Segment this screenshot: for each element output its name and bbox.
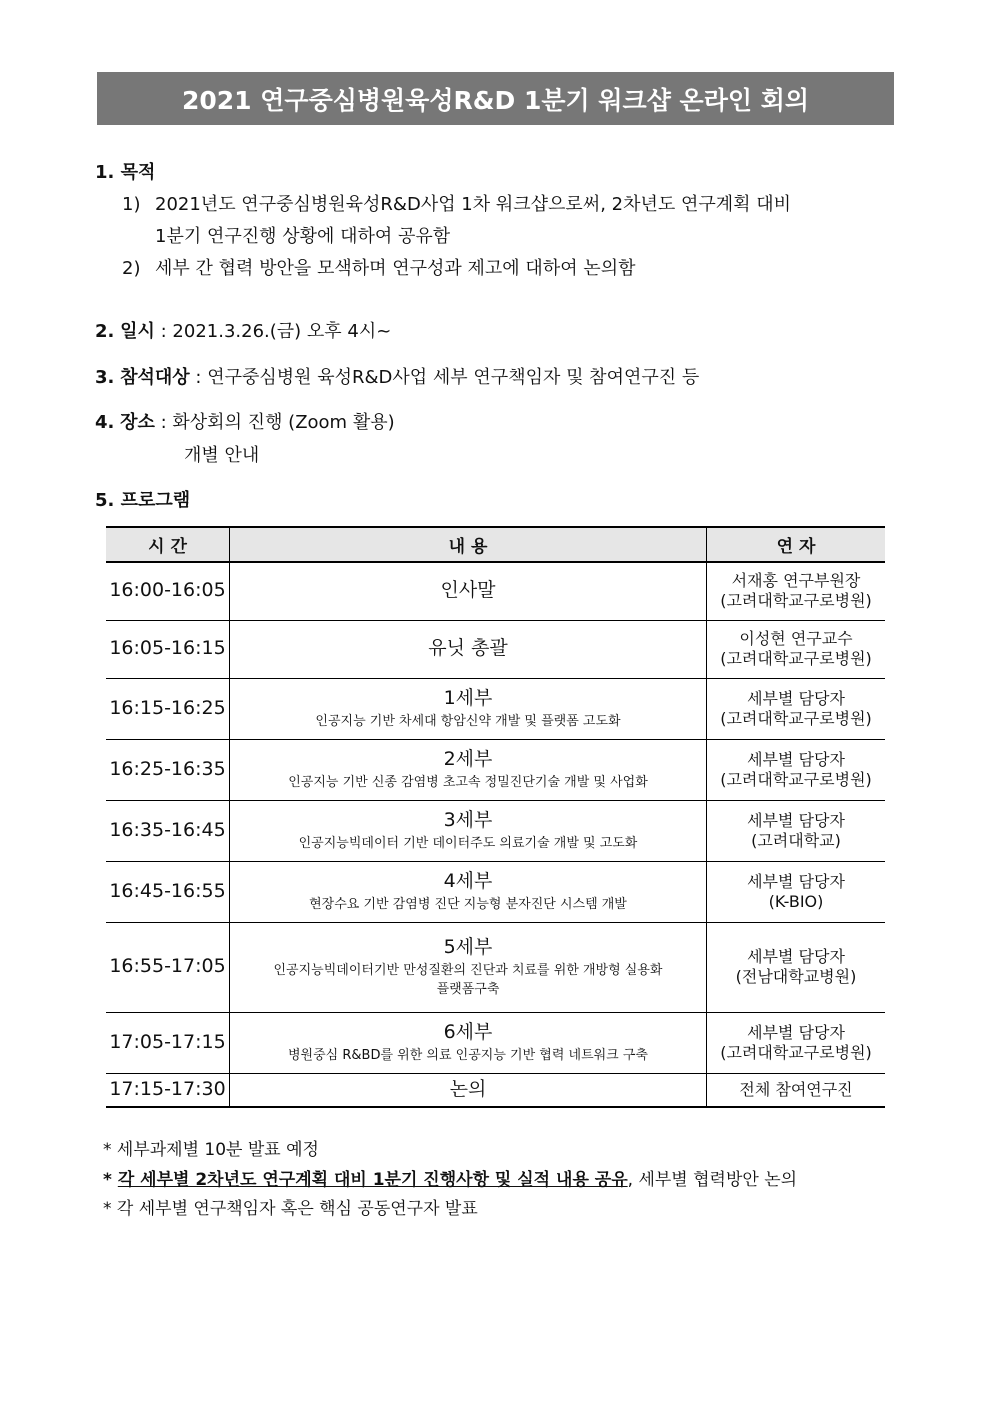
- row-description: 인공지능 기반 신종 감염병 초고속 정밀진단기술 개발 및 사업화: [288, 774, 648, 790]
- speaker-affiliation: (전남대학교병원): [735, 967, 857, 986]
- page-title: [97, 72, 894, 125]
- speaker-name: 세부별 담당자: [747, 871, 845, 891]
- row-content: [230, 678, 707, 739]
- note-2-emphasis: 각 세부별 2차년도 연구계획 대비 1분기 진행사항 및 실적 내용 공유: [117, 1170, 628, 1190]
- table-row: [106, 678, 885, 739]
- purpose-item-1-line-2: 1분기 연구진행 상황에 대하여 공유함: [155, 226, 451, 247]
- attendees-number: 3.: [95, 367, 115, 388]
- row-time: 16:45-16:55: [106, 861, 230, 922]
- row-speaker: [707, 800, 886, 861]
- speaker-affiliation: (고려대학교): [751, 830, 841, 850]
- purpose-item-1-line-1: 2021년도 연구중심병원육성R&D사업 1차 워크샵으로써, 2차년도 연구계획 대비: [155, 194, 792, 215]
- row-title: 6세부: [443, 1021, 493, 1043]
- speaker-name: 세부별 담당자: [747, 947, 845, 966]
- note-2: [103, 1168, 797, 1192]
- speaker-name: 세부별 담당자: [747, 1022, 845, 1042]
- row-speaker: [707, 1012, 886, 1073]
- speaker-name: 세부별 담당자: [747, 749, 845, 769]
- row-speaker: [707, 1073, 886, 1107]
- table-row: [106, 1012, 885, 1073]
- speaker-affiliation: (고려대학교구로병원): [720, 1042, 872, 1062]
- row-time: 16:25-16:35: [106, 739, 230, 800]
- place-label: 장소: [120, 412, 155, 433]
- datetime-value: : 2021.3.26.(금) 오후 4시~: [160, 321, 392, 342]
- row-content: [230, 1073, 707, 1107]
- row-time: 16:35-16:45: [106, 800, 230, 861]
- table-row: [106, 739, 885, 800]
- speaker-affiliation: (고려대학교구로병원): [720, 591, 872, 611]
- speaker-affiliation: (고려대학교구로병원): [720, 769, 872, 789]
- row-content: [230, 800, 707, 861]
- table-row: [106, 922, 885, 1012]
- note-1: * 세부과제별 10분 발표 예정: [103, 1140, 319, 1160]
- row-speaker: [707, 678, 886, 739]
- row-title: 1세부: [443, 687, 493, 709]
- row-description: 인공지능 기반 차세대 항암신약 개발 및 플랫폼 고도화: [315, 713, 621, 729]
- program-heading: 5. 프로그램: [95, 490, 191, 511]
- note-3: * 각 세부별 연구책임자 혹은 핵심 공동연구자 발표: [103, 1199, 478, 1219]
- row-content: [230, 922, 707, 1012]
- speaker-name: 서재홍 연구부원장: [731, 571, 861, 591]
- row-description: 인공지능빅데이터 기반 데이터주도 의료기술 개발 및 고도화: [298, 835, 638, 851]
- row-title: 유닛 총괄: [428, 637, 508, 660]
- table-header-row: [106, 527, 885, 562]
- row-title: 인사말: [440, 579, 496, 602]
- row-title: 2세부: [443, 748, 493, 770]
- page-title-text: 2021 연구중심병원육성R&D 1분기 워크샵 온라인 회의: [182, 85, 809, 115]
- row-time: 16:55-17:05: [106, 922, 230, 1012]
- place-value: : 화상회의 진행 (Zoom 활용): [160, 412, 395, 433]
- speaker-name: 세부별 담당자: [747, 688, 845, 708]
- table-row: [106, 861, 885, 922]
- table-row: [106, 562, 885, 620]
- place-line: [95, 411, 395, 435]
- attendees-value: : 연구중심병원 육성R&D사업 세부 연구책임자 및 참여연구진 등: [195, 367, 700, 388]
- speaker-name: 이성현 연구교수: [739, 629, 853, 648]
- row-title: 3세부: [443, 809, 493, 831]
- row-time: 17:05-17:15: [106, 1012, 230, 1073]
- row-speaker: [707, 562, 886, 620]
- row-time: 17:15-17:30: [106, 1073, 230, 1107]
- table-row: [106, 1073, 885, 1107]
- table-row: [106, 620, 885, 678]
- purpose-item-1-number: 1): [122, 194, 141, 215]
- datetime-number: 2.: [95, 321, 115, 342]
- speaker-affiliation: (K-BIO): [768, 891, 824, 911]
- row-description: 인공지능빅데이터기반 만성질환의 진단과 치료를 위한 개방형 실용화: [273, 962, 663, 978]
- row-title: 5세부: [443, 935, 493, 958]
- note-2-prefix: *: [103, 1170, 118, 1190]
- row-title: 4세부: [443, 870, 493, 892]
- row-description: 병원중심 R&BD를 위한 의료 인공지능 기반 협력 네트워크 구축: [288, 1047, 648, 1063]
- place-value-2: 개별 안내: [184, 445, 260, 466]
- header-content: 내 용: [230, 527, 707, 562]
- attendees-label: 참석대상: [120, 367, 190, 388]
- row-time: 16:15-16:25: [106, 678, 230, 739]
- row-speaker: [707, 739, 886, 800]
- row-title: 논의: [449, 1077, 487, 1100]
- speaker-affiliation: (고려대학교구로병원): [720, 708, 872, 728]
- datetime-line: [95, 320, 391, 344]
- speaker-name: 전체 참여연구진: [739, 1079, 853, 1099]
- row-content: [230, 861, 707, 922]
- attendees-line: [95, 366, 699, 390]
- row-content: [230, 562, 707, 620]
- row-speaker: [707, 861, 886, 922]
- purpose-item-2-line-1: 세부 간 협력 방안을 모색하며 연구성과 제고에 대하여 논의함: [155, 258, 636, 279]
- datetime-label: 일시: [120, 321, 155, 342]
- row-speaker: [707, 922, 886, 1012]
- purpose-item-2-number: 2): [122, 258, 141, 279]
- program-table: [106, 526, 885, 1108]
- row-description-2: 플랫폼구축: [436, 981, 500, 997]
- header-time: 시 간: [106, 527, 230, 562]
- speaker-affiliation: (고려대학교구로병원): [720, 649, 872, 668]
- row-time: 16:05-16:15: [106, 620, 230, 678]
- row-description: 현장수요 기반 감염병 진단 지능형 분자진단 시스템 개발: [309, 896, 627, 912]
- row-time: 16:00-16:05: [106, 562, 230, 620]
- table-row: [106, 800, 885, 861]
- place-number: 4.: [95, 412, 115, 433]
- note-2-rest: , 세부별 협력방안 논의: [627, 1170, 798, 1190]
- row-content: [230, 620, 707, 678]
- purpose-heading: 1. 목적: [95, 162, 156, 183]
- row-speaker: [707, 620, 886, 678]
- row-content: [230, 739, 707, 800]
- header-speaker: 연 자: [707, 527, 886, 562]
- row-content: [230, 1012, 707, 1073]
- speaker-name: 세부별 담당자: [747, 810, 845, 830]
